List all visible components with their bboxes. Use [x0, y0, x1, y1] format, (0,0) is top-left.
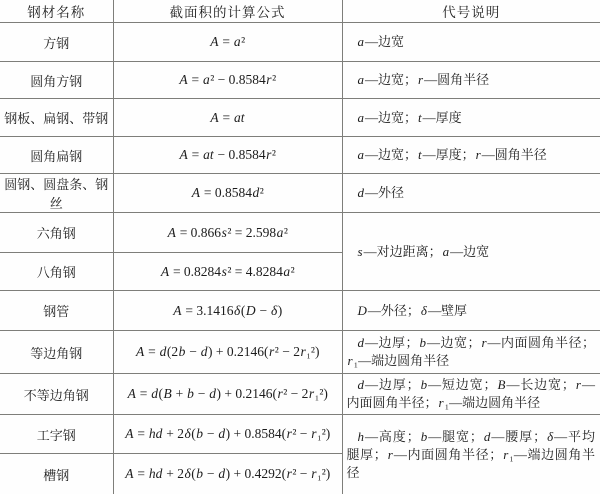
symbol-note-cell: d—外径 [342, 174, 600, 213]
symbol-note-cell: s—对边距离；a—边宽 [342, 213, 600, 291]
table-row [0, 291, 600, 331]
symbol-note-cell: h—高度；b—腿宽；d—腰厚；δ—平均腿厚；r—内面圆角半径；r₁—端边圆角半径 [342, 415, 600, 494]
steel-name-cell: 不等边角钢 [0, 374, 113, 415]
steel-name-cell: 槽钢 [0, 454, 113, 494]
symbol-note-cell: d—边厚；b—短边宽；B—长边宽；r—内面圆角半径；r₁—端边圆角半径 [342, 374, 600, 415]
steel-name-cell: 工字钢 [0, 415, 113, 454]
header-area-formula: 截面积的计算公式 [113, 0, 342, 23]
table-row [0, 374, 600, 415]
table-row [0, 62, 600, 99]
header-steel-name: 钢材名称 [0, 0, 113, 23]
steel-name-cell: 圆钢、圆盘条、钢丝 [0, 174, 113, 213]
symbol-note-cell: a—边宽 [342, 23, 600, 62]
steel-name-cell: 钢管 [0, 291, 113, 331]
table-header-row [0, 0, 600, 23]
symbol-note-cell: a—边宽；t—厚度；r—圆角半径 [342, 137, 600, 174]
table-row [0, 213, 600, 253]
formula-cell: A = a² − 0.8584r² [113, 62, 342, 99]
steel-name-cell: 钢板、扁钢、带钢 [0, 99, 113, 137]
steel-name-cell: 八角钢 [0, 253, 113, 291]
symbol-note-cell: D—外径；δ—壁厚 [342, 291, 600, 331]
formula-cell: A = d(B + b − d) + 0.2146(r² − 2r₁²) [113, 374, 342, 415]
formula-cell: A = at − 0.8584r² [113, 137, 342, 174]
table-row [0, 99, 600, 137]
steel-name-cell: 圆角扁钢 [0, 137, 113, 174]
formula-cell: A = at [113, 99, 342, 137]
formula-cell: A = hd + 2δ(b − d) + 0.8584(r² − r₁²) [113, 415, 342, 454]
header-symbol-notes: 代号说明 [342, 0, 600, 23]
steel-name-cell: 圆角方钢 [0, 62, 113, 99]
formula-cell: A = 0.8584d² [113, 174, 342, 213]
formula-cell: A = 3.1416δ(D − δ) [113, 291, 342, 331]
symbol-note-cell: a—边宽；r—圆角半径 [342, 62, 600, 99]
table-row [0, 23, 600, 62]
steel-name-cell: 六角钢 [0, 213, 113, 253]
formula-cell: A = a² [113, 23, 342, 62]
formula-cell: A = 0.866s² = 2.598a² [113, 213, 342, 253]
table-row [0, 137, 600, 174]
symbol-note-cell: a—边宽；t—厚度 [342, 99, 600, 137]
steel-name-cell: 等边角钢 [0, 331, 113, 374]
table-row [0, 415, 600, 454]
formula-cell: A = d(2b − d) + 0.2146(r² − 2r₁²) [113, 331, 342, 374]
formula-cell: A = hd + 2δ(b − d) + 0.4292(r² − r₁²) [113, 454, 342, 494]
table-row [0, 331, 600, 374]
steel-name-cell: 方钢 [0, 23, 113, 62]
table-row [0, 174, 600, 213]
formula-cell: A = 0.8284s² = 4.8284a² [113, 253, 342, 291]
symbol-note-cell: d—边厚；b—边宽；r—内面圆角半径；r₁—端边圆角半径 [342, 331, 600, 374]
table-body [0, 23, 600, 494]
